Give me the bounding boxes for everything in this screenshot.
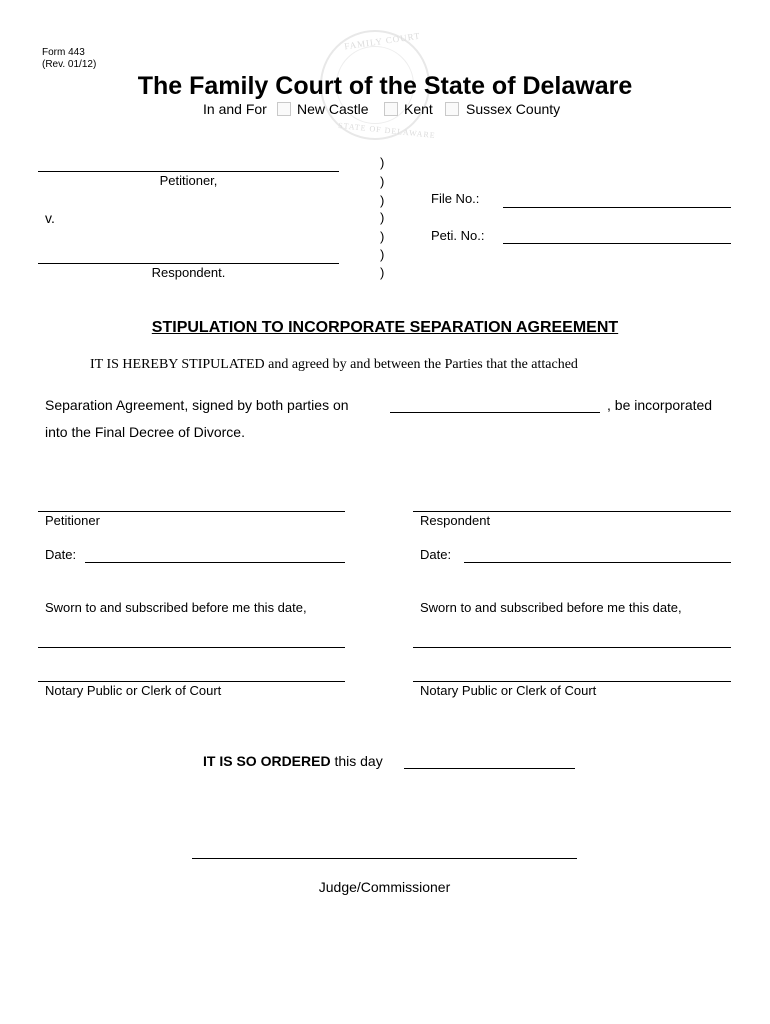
caption-paren: )	[380, 247, 385, 262]
respondent-signature-label: Respondent	[420, 513, 491, 528]
county-sussex-label: Sussex County	[466, 101, 561, 117]
petitioner-date-label: Date:	[45, 547, 77, 562]
caption-paren: )	[380, 155, 385, 170]
agreement-line-start: Separation Agreement, signed by both parties on	[45, 397, 349, 413]
caption-paren: )	[380, 210, 385, 225]
respondent-date-field[interactable]	[464, 562, 731, 563]
form-number: Form 443	[42, 47, 85, 58]
caption-paren: )	[380, 174, 385, 189]
petitioner-notary-line[interactable]	[38, 681, 345, 682]
peti-no-label: Peti. No.:	[431, 228, 485, 243]
respondent-sworn-line[interactable]	[413, 647, 731, 648]
respondent-signature-line[interactable]	[413, 511, 731, 512]
judge-commissioner-label: Judge/Commissioner	[318, 879, 451, 895]
caption-paren: )	[380, 229, 385, 244]
petitioner-notary-label: Notary Public or Clerk of Court	[45, 683, 222, 698]
form-revision: (Rev. 01/12)	[42, 59, 97, 70]
checkbox-new-castle[interactable]	[277, 102, 291, 116]
judge-signature-line[interactable]	[192, 858, 577, 859]
versus-text: v.	[45, 210, 55, 226]
caption-paren: )	[380, 193, 385, 208]
respondent-caption-label: Respondent.	[151, 265, 226, 280]
page-title: The Family Court of the State of Delaware	[137, 72, 633, 100]
checkbox-sussex[interactable]	[445, 102, 459, 116]
petitioner-name-line[interactable]	[38, 171, 339, 172]
petitioner-signature-line[interactable]	[38, 511, 345, 512]
order-statement	[203, 753, 383, 769]
agreement-line-two: into the Final Decree of Divorce.	[45, 424, 245, 440]
caption-paren: )	[380, 265, 385, 280]
seal-bottom-text: STATE OF DELAWARE	[337, 120, 437, 141]
document-heading: STIPULATION TO INCORPORATE SEPARATION AGREEMENT	[151, 319, 619, 336]
respondent-sworn-text: Sworn to and subscribed before me this date,	[420, 600, 682, 615]
county-kent-label: Kent	[404, 101, 433, 117]
respondent-notary-label: Notary Public or Clerk of Court	[420, 683, 597, 698]
in-and-for-label: In and For	[203, 101, 267, 117]
peti-no-field[interactable]	[503, 243, 731, 244]
petitioner-sworn-text: Sworn to and subscribed before me this date,	[45, 600, 307, 615]
stipulation-intro: IT IS HEREBY STIPULATED and agreed by and between the Parties that the attached	[90, 357, 578, 372]
petitioner-sworn-line[interactable]	[38, 647, 345, 648]
agreement-line-end: , be incorporated	[607, 397, 713, 413]
petitioner-signature-label: Petitioner	[45, 513, 100, 528]
checkbox-kent[interactable]	[384, 102, 398, 116]
seal-top-text: FAMILY COURT	[343, 30, 422, 52]
petitioner-caption-label: Petitioner,	[159, 173, 218, 188]
respondent-date-label: Date:	[420, 547, 452, 562]
respondent-notary-line[interactable]	[413, 681, 731, 682]
file-no-label: File No.:	[431, 191, 480, 206]
petitioner-date-field[interactable]	[85, 562, 345, 563]
respondent-name-line[interactable]	[38, 263, 339, 264]
order-day-field[interactable]	[404, 768, 575, 769]
county-new-castle-label: New Castle	[297, 101, 369, 117]
agreement-date-field[interactable]	[390, 412, 600, 413]
order-bold-text: IT IS SO ORDERED	[203, 753, 331, 769]
file-no-field[interactable]	[503, 207, 731, 208]
order-rest-text: this day	[334, 753, 383, 769]
